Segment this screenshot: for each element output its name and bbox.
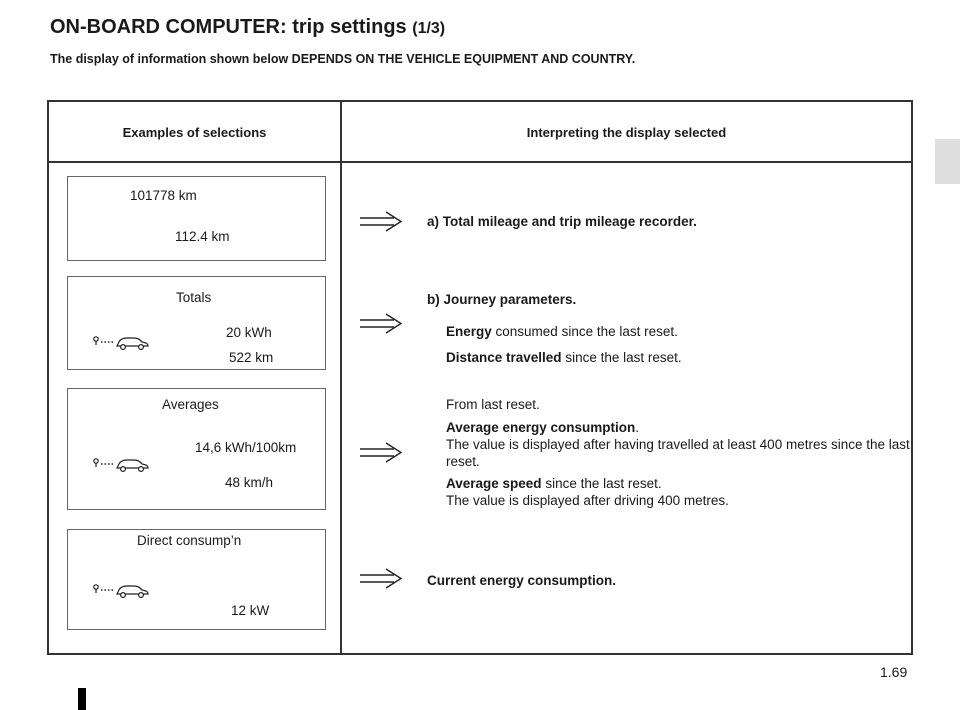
double-arrow-icon xyxy=(358,210,404,234)
car-range-icon xyxy=(93,333,149,358)
average-speed-value: 48 km/h xyxy=(225,475,274,490)
page-subtitle: The display of information shown below DEPENDS ON THE VEHICLE EQUIPMENT AND COUNTRY. xyxy=(50,52,636,66)
description-c-average-energy: Average energy consumption. The value is displayed after having travelled at least 400 metres since the last reset. xyxy=(446,420,910,469)
totals-title: Totals xyxy=(176,290,212,305)
totals-distance-value: 522 km xyxy=(229,350,274,365)
double-arrow-icon xyxy=(358,312,404,336)
corner-mark xyxy=(78,688,86,710)
trip-mileage-value: 112.4 km xyxy=(175,229,230,244)
column-header-interpretation: Interpreting the display selected xyxy=(526,125,727,140)
double-arrow-icon xyxy=(358,441,404,465)
header-divider xyxy=(47,161,913,163)
section-tab xyxy=(935,139,960,184)
description-b-energy: Energy consumed since the last reset. xyxy=(446,324,678,339)
page-part: (1/3) xyxy=(412,20,446,37)
averages-title: Averages xyxy=(162,397,219,412)
description-a-title: a) Total mileage and trip mileage recorder. xyxy=(427,214,697,229)
column-header-examples: Examples of selections xyxy=(122,125,267,140)
direct-power-value: 12 kW xyxy=(231,603,270,618)
average-consumption-value: 14,6 kWh/100km xyxy=(195,440,297,455)
description-c-from-reset: From last reset. xyxy=(446,397,540,412)
double-arrow-icon xyxy=(358,567,404,591)
page-title: ON-BOARD COMPUTER: trip settings (1/3) xyxy=(50,16,446,38)
description-b-distance: Distance travelled since the last reset. xyxy=(446,350,682,365)
description-d-title: Current energy consumption. xyxy=(427,573,617,588)
page-number: 1.69 xyxy=(880,664,908,680)
car-range-icon xyxy=(93,581,149,606)
direct-consumption-title: Direct consump’n xyxy=(137,533,242,548)
description-b-title: b) Journey parameters. xyxy=(427,292,577,307)
total-mileage-value: 101778 km xyxy=(130,188,197,203)
description-c-average-speed: Average speed since the last reset. The value is displayed after driving 400 metres. xyxy=(446,476,729,508)
column-divider xyxy=(340,100,342,655)
car-range-icon xyxy=(93,455,149,480)
totals-energy-value: 20 kWh xyxy=(226,325,272,340)
